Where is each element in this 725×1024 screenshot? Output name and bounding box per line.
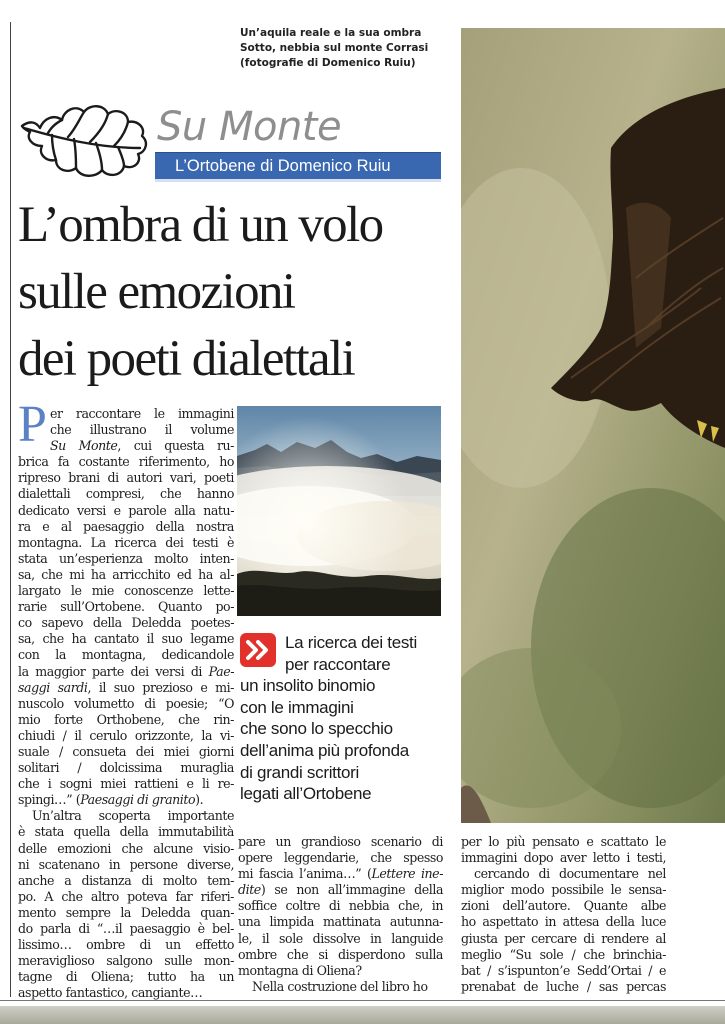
article-line: pare un grandioso scenario di [238, 834, 443, 849]
article-line: ra e al paesaggio della nostra [18, 518, 234, 534]
article-line: rarie sull’Ortobene. Quanto po- [18, 599, 234, 615]
article-line: suale / consueta dei miei giorni [18, 743, 234, 759]
article-line: Su Monte, cui questa ru- [50, 438, 234, 454]
article-line: dialettali compresi, che hanno [18, 486, 234, 502]
article-line: montagna di Oliena? [238, 962, 362, 978]
article-line: Nella costruzione del libro ho [252, 978, 428, 994]
article-line: una limpida mattinata autunna- [238, 914, 443, 930]
eagle-photo [461, 28, 725, 823]
article-column-1 [18, 406, 234, 1001]
headline-line: dei poeti dialettali [18, 331, 355, 387]
article-line: ombre che si disperdono sulla [238, 946, 443, 962]
caption-line: Un’aquila reale e la sua ombra [240, 27, 422, 39]
article-line: zioni dell’autore. Quante albe [461, 898, 666, 914]
article-line: le, il sole dissolve in languide [238, 930, 443, 946]
article-line: che illustrano il volume [50, 422, 234, 438]
article-line: do parla di “…il paesaggio è bel- [18, 921, 234, 936]
pull-quote-line: legati all’Ortobene [240, 784, 372, 804]
pull-quote-line: La ricerca dei testi [285, 633, 417, 652]
headline-line: L’ombra di un volo [18, 197, 383, 253]
article-line: opere leggendarie, che spesso [238, 850, 443, 866]
article-line: che i sogni miei rattieni e li re- [18, 776, 234, 792]
article-line: miglior modo possibile le sensa- [461, 882, 666, 898]
article-line: cercando di documentare nel [474, 866, 666, 882]
article-line: Un’altra scoperta importante [32, 808, 234, 824]
article-line: stata un’esperienza molto inten- [18, 550, 234, 566]
column-rule [10, 22, 11, 997]
article-line: è stata quella della immutabilità [18, 824, 234, 840]
article-line: ripreso brani di autori vari, poeti [18, 470, 234, 486]
oak-leaf-icon [18, 98, 152, 180]
pull-quote [240, 632, 445, 805]
photo-caption [240, 26, 455, 71]
caption-line: Sotto, nebbia sul monte Corrasi [240, 42, 429, 54]
article-line: immagini dopo aver letto i testi, [461, 850, 666, 866]
article-line: nuscolo volumetto di poesie; “O [18, 695, 234, 711]
article-line: tagne di Oliena; tutto ha un [18, 969, 234, 985]
pull-quote-line: dell’anima più profonda [240, 740, 409, 760]
article-line: dite) se non all’immagine della [238, 882, 443, 898]
article-line: mio forte Orthobene, che rin- [18, 711, 234, 727]
rubric-byline: L’Ortobene di Domenico Ruiu [155, 152, 441, 182]
article-line: po. A che altro poteva far riferi- [18, 888, 234, 904]
page-footer-band [0, 1006, 725, 1024]
pull-quote-line: che sono lo specchio [240, 719, 393, 739]
pull-quote-line: di grandi scrittori [240, 762, 360, 782]
article-line: mi fascia l’anima…” (Lettere ine- [238, 866, 443, 882]
article-line: delle emozioni che alcune visio- [18, 840, 234, 856]
article-line: meglio “Su sole / che brinchia- [461, 946, 666, 962]
article-line: ho aspettato in attesa della luce [461, 914, 666, 930]
article-line: saggi sardi, il suo prezioso e mi- [18, 679, 234, 695]
pull-quote-line: un insolito binomio [240, 676, 376, 696]
article-line: co sapevo della Deledda poetes- [18, 615, 234, 631]
article-line: largato le mie conoscenze lette- [18, 583, 234, 599]
caption-line: (fotografie di Domenico Ruiu) [240, 57, 416, 69]
headline-line: sulle emozioni [18, 264, 295, 320]
article-column-3 [461, 834, 666, 995]
article-line: anche a distanza di molto tem- [18, 872, 234, 888]
article-line: per lo più pensato e scattato le [461, 834, 666, 849]
article-line: prenabat de luche / sas percas [461, 978, 666, 994]
pull-quote-line: con le immagini [240, 697, 354, 717]
article-line: sa, che mi ha arricchito ed ha al- [18, 566, 234, 582]
article-line: solitari / dolcissima muraglia [18, 760, 234, 776]
article-line: er raccontare le immagini [50, 406, 234, 421]
article-line: mento sempre la Deledda quan- [18, 904, 234, 920]
article-line: ni scatenano in persone diverse, [18, 856, 234, 872]
dropcap: P [18, 396, 47, 453]
article-line: dedicato versi e parole alla natu- [18, 502, 234, 518]
article-line: meraviglioso salgono sulle mon- [18, 953, 234, 969]
article-line: brica fa costante riferimento, ho [18, 454, 234, 470]
article-line: giusta per cercare di rendere al [461, 930, 666, 946]
article-line: con la montagna, dedicandole [18, 647, 234, 663]
rubric-title: Su Monte [157, 104, 342, 150]
article-line: lissimo… ombre di un effetto [18, 937, 234, 953]
pull-quote-line: per raccontare [285, 654, 391, 674]
article-line: spingi…” (Paesaggi di granito). [18, 792, 204, 808]
article-line: bat / s’ispunton’e Sedd’Ortai / e [461, 962, 666, 978]
article-line: chiudi / il cerulo orizzonte, la vi- [18, 727, 234, 743]
article-line: sa, che ha cantato il suo legame [18, 631, 234, 647]
headline [18, 192, 448, 393]
fog-mountain-photo [237, 406, 441, 616]
article-line: soffice coltre di nebbia che, in [238, 898, 443, 914]
article-line: la maggior parte dei versi di Pae- [18, 663, 234, 679]
article-column-2 [238, 834, 443, 995]
article-line: aspetto fantastico, cangiante… [18, 985, 203, 1001]
article-line: montagna. La ricerca dei testi è [18, 534, 234, 550]
